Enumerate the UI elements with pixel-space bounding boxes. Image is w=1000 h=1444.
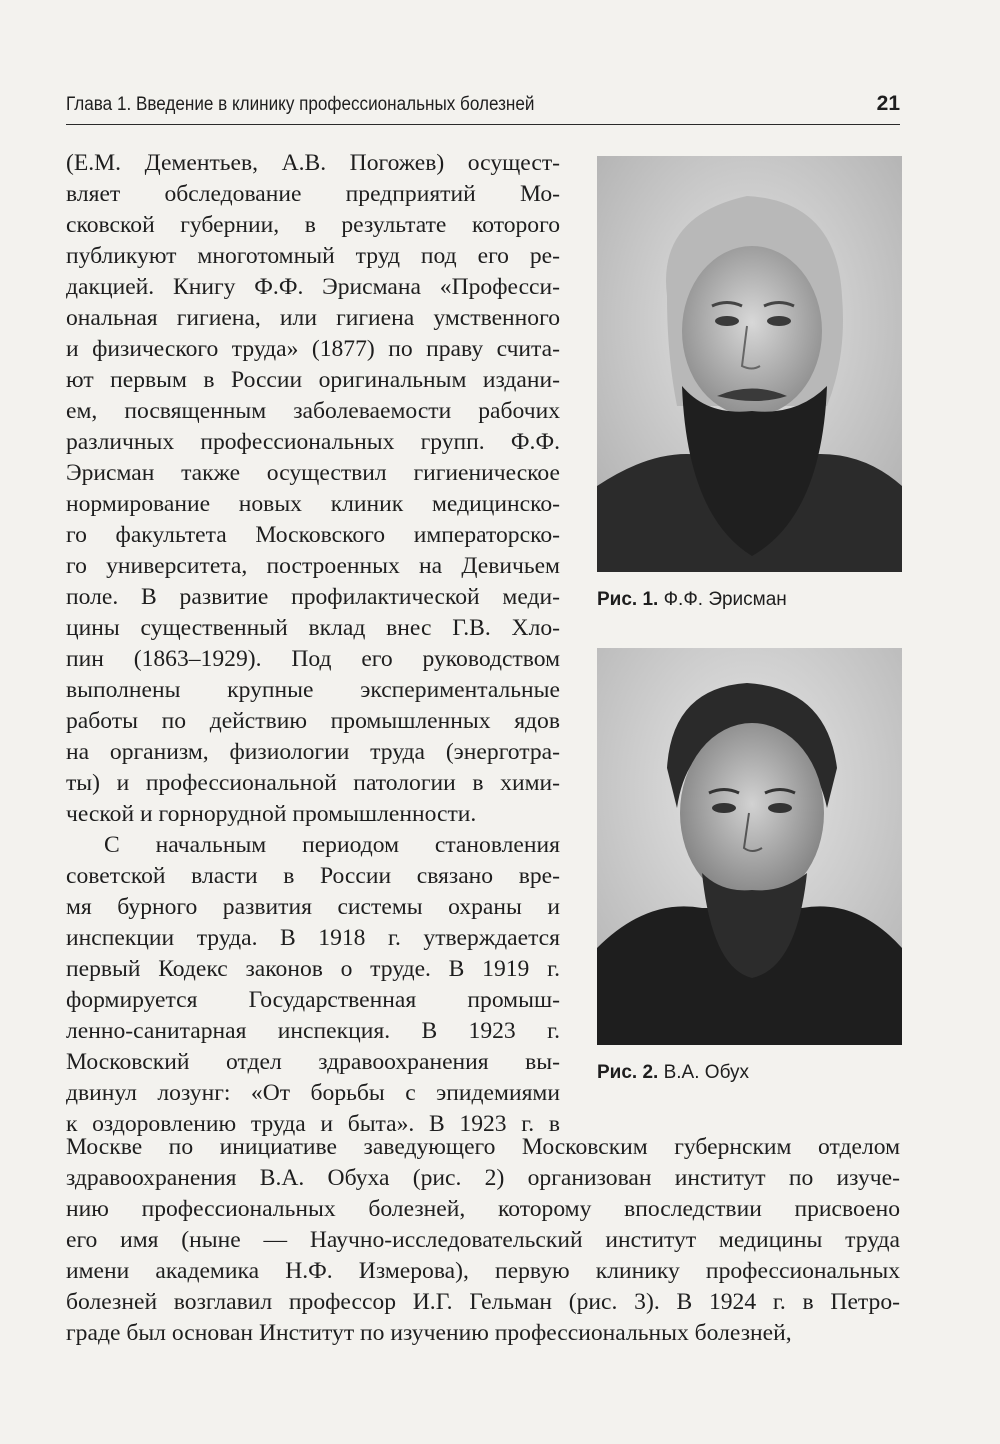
- text-line: к оздоровлению труда и быта». В 1923 г. в: [66, 1111, 560, 1137]
- text-line: работы по действию промышленных ядов: [66, 708, 560, 734]
- text-line: ем, посвященным заболеваемости рабочих: [66, 398, 560, 424]
- text-line: выполнены крупные экспериментальные: [66, 677, 560, 703]
- text-line: ленно-санитарная инспекция. В 1923 г.: [66, 1018, 560, 1044]
- text-line: Москве по инициативе заведующего Московским губернским отделом: [66, 1134, 900, 1160]
- text-line: советской власти в России связано вре-: [66, 863, 560, 889]
- text-line: ческой и горнорудной промышленности.: [66, 801, 477, 827]
- text-line: дакцией. Книгу Ф.Ф. Эрисмана «Професси-: [66, 274, 560, 300]
- text-line: на организм, физиологии труда (энерготра-: [66, 739, 560, 765]
- text-line: пин (1863–1929). Под его руководством: [66, 646, 560, 672]
- text-line: инспекции труда. В 1918 г. утверждается: [66, 925, 560, 951]
- text-line: формируется Государственная промыш-: [66, 987, 560, 1013]
- paragraph-1: [66, 148, 560, 830]
- text-line: и физического труда» (1877) по праву счита-: [66, 336, 560, 362]
- text-line: первый Кодекс законов о труде. В 1919 г.: [66, 956, 560, 982]
- text-line: ют первым в России оригинальным издани-: [66, 367, 560, 393]
- text-line: ты) и профессиональной патологии в хими-: [66, 770, 560, 796]
- paragraph-2-continued: [66, 1132, 900, 1349]
- text-line: Эрисман также осуществил гигиеническое: [66, 460, 560, 486]
- text-line: нию профессиональных болезней, которому впоследствии присвоено: [66, 1196, 900, 1222]
- text-line: болезней возглавил профессор И.Г. Гельман (рис. 3). В 1924 г. в Петро-: [66, 1289, 900, 1315]
- text-line: нормирование новых клиник медицинско-: [66, 491, 560, 517]
- text-line: сковской губернии, в результате которого: [66, 212, 560, 238]
- text-line: поле. В развитие профилактической меди-: [66, 584, 560, 610]
- text-line: С начальным периодом становления: [104, 832, 560, 858]
- text-line: двинул лозунг: «От борьбы с эпидемиями: [66, 1080, 560, 1106]
- figure-2-portrait: [597, 648, 902, 1045]
- full-width-text: [66, 1132, 900, 1349]
- figure-1-label: Рис. 1.: [597, 589, 659, 610]
- figure-2-caption-text: В.А. Обух: [663, 1062, 750, 1083]
- text-line: здравоохранения В.А. Обуха (рис. 2) организован институт по изуче-: [66, 1165, 900, 1191]
- paragraph-2: [66, 830, 560, 1140]
- text-line: (Е.М. Дементьев, А.В. Погожев) осущест-: [66, 150, 560, 176]
- figure-1-caption: [597, 589, 787, 611]
- figure-2-caption: [597, 1062, 749, 1084]
- portrait-erisman-image: [597, 156, 902, 572]
- text-line: граде был основан Институт по изучению профессиональных болезней,: [66, 1320, 792, 1346]
- text-line: его имя (ныне — Научно-исследовательский институт медицины труда: [66, 1227, 900, 1253]
- figure-1-caption-text: Ф.Ф. Эрисман: [663, 589, 787, 610]
- text-line: публикуют многотомный труд под его ре-: [66, 243, 560, 269]
- left-column-text: [66, 148, 560, 1140]
- text-line: мя бурного развития системы охраны и: [66, 894, 560, 920]
- figure-1-portrait: [597, 156, 902, 572]
- text-line: имени академика Н.Ф. Измерова), первую клинику профессиональных: [66, 1258, 900, 1284]
- portrait-obukh-image: [597, 648, 902, 1045]
- text-line: различных профессиональных групп. Ф.Ф.: [66, 429, 560, 455]
- text-line: Московский отдел здравоохранения вы-: [66, 1049, 560, 1075]
- figure-2-label: Рис. 2.: [597, 1062, 659, 1083]
- chapter-title: Глава 1. Введение в клинику профессиональных болезней: [66, 94, 535, 115]
- text-line: цины существенный вклад внес Г.В. Хло-: [66, 615, 560, 641]
- page-number: 21: [876, 92, 900, 115]
- text-line: вляет обследование предприятий Мо-: [66, 181, 560, 207]
- text-line: ональная гигиена, или гигиена умственного: [66, 305, 560, 331]
- text-line: го факультета Московского императорско-: [66, 522, 560, 548]
- text-line: го университета, построенных на Девичьем: [66, 553, 560, 579]
- running-header: [66, 92, 900, 125]
